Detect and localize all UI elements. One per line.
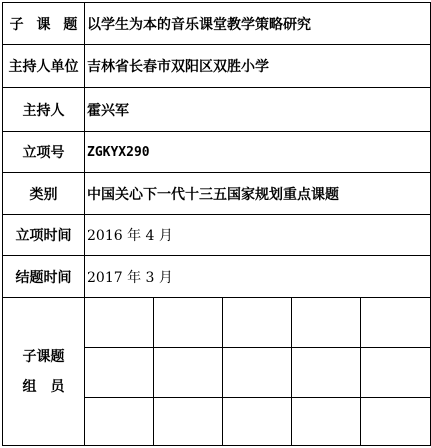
value-project-number: ZGKYX290 [85,132,431,173]
row-approval-date [3,215,431,256]
member-cell [292,348,361,398]
member-cell [85,298,154,348]
member-cell [292,298,361,348]
member-cell [154,298,223,348]
value-host-unit: 吉林省长春市双阳区双胜小学 [85,45,431,88]
member-cell [223,298,292,348]
label-members-line1: 子课题 [22,348,65,365]
member-cell [361,298,431,348]
member-cell [361,398,431,446]
project-info-table [2,2,431,446]
label-host-unit: 主持人单位 [3,45,85,88]
label-members [3,298,85,446]
value-subproject-title: 以学生为本的音乐课堂教学策略研究 [85,3,431,45]
value-host: 霍兴军 [85,88,431,132]
member-cell [223,348,292,398]
member-cell [85,398,154,446]
label-members-line2: 组员 [22,378,79,395]
label-project-number: 立项号 [3,132,85,173]
value-completion-date: 2017 年 3 月 [85,256,431,298]
row-category [3,173,431,215]
member-cell [85,348,154,398]
value-approval-date: 2016 年 4 月 [85,215,431,256]
label-subproject-title: 子 课 题 [3,3,85,45]
row-subproject-title [3,3,431,45]
row-host [3,88,431,132]
member-cell [361,348,431,398]
members-row-1 [3,298,431,348]
member-cell [154,348,223,398]
row-completion-date [3,256,431,298]
value-category: 中国关心下一代十三五国家规划重点课题 [85,173,431,215]
label-completion-date: 结题时间 [3,256,85,298]
label-category: 类别 [3,173,85,215]
row-host-unit [3,45,431,88]
member-cell [223,398,292,446]
member-cell [154,398,223,446]
member-cell [292,398,361,446]
label-approval-date: 立项时间 [3,215,85,256]
row-project-number [3,132,431,173]
label-host: 主持人 [3,88,85,132]
